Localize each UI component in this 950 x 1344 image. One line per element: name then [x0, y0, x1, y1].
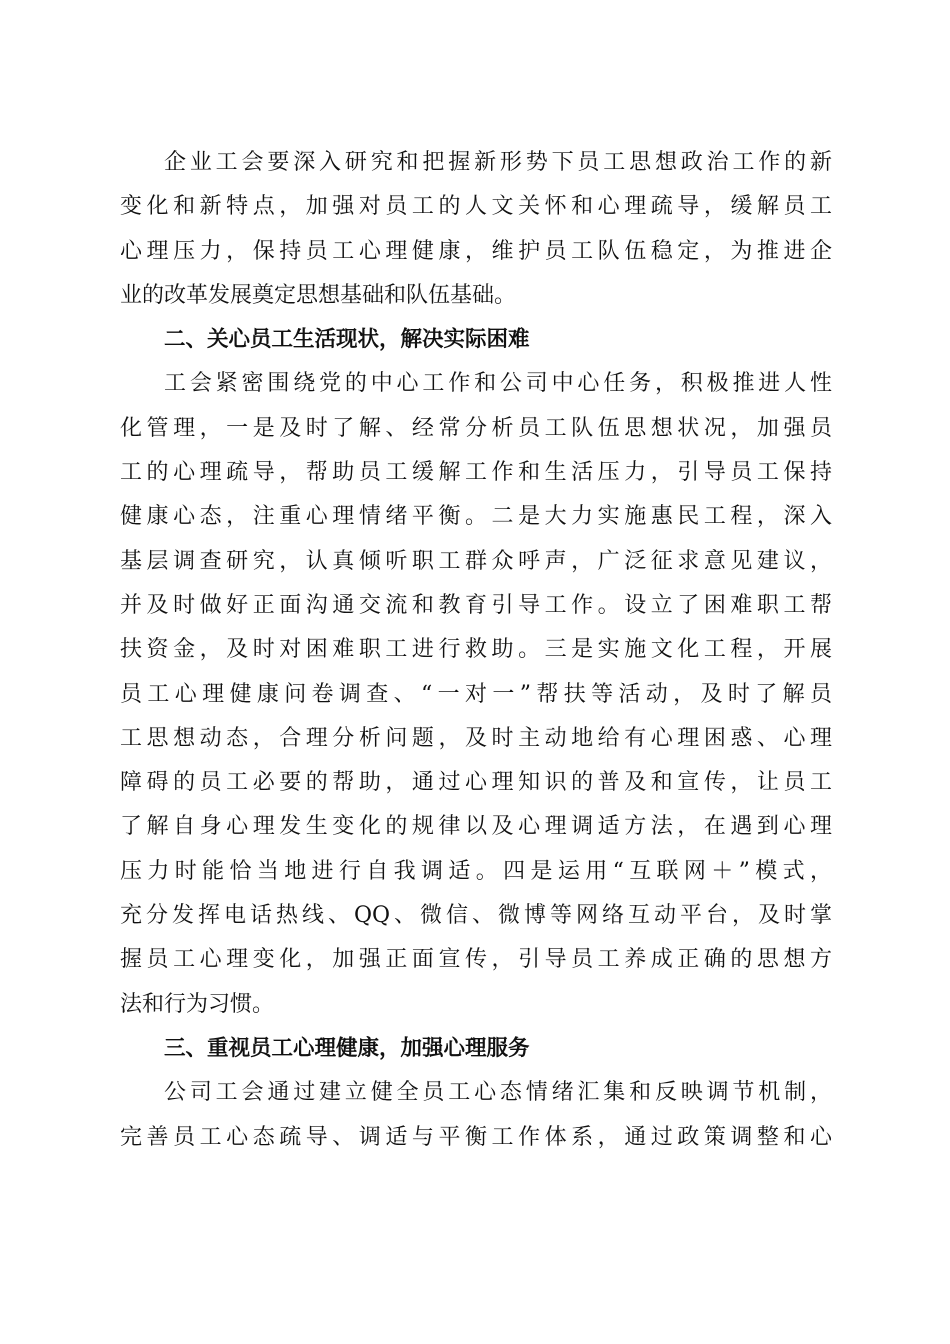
paragraph-line: 扶资金，及时对困难职工进行救助。三是实施文化工程，开展: [120, 637, 832, 663]
paragraph-line: 工会紧密围绕党的中心工作和公司中心任务，积极推进人性: [164, 371, 832, 397]
paragraph-line: 充分发挥电话热线、QQ、微信、微博等网络互动平台，及时掌: [120, 903, 832, 929]
paragraph-line: 工思想动态，合理分析问题，及时主动地给有心理困惑、心理: [120, 725, 832, 751]
paragraph-line: 化管理，一是及时了解、经常分析员工队伍思想状况，加强员: [120, 415, 832, 441]
paragraph-line: 基层调查研究，认真倾听职工群众呼声，广泛征求意见建议，: [120, 548, 832, 574]
paragraph-line: 并及时做好正面沟通交流和教育引导工作。设立了困难职工帮: [120, 592, 832, 618]
paragraph-section-3: [120, 1071, 832, 1160]
paragraph-section-2: [120, 362, 832, 1026]
paragraph-line: 握员工心理变化，加强正面宣传，引导员工养成正确的思想方: [120, 947, 832, 973]
section-heading-2: 二、关心员工生活现状，解决实际困难: [164, 327, 530, 353]
paragraph-line: 法和行为习惯。: [120, 991, 275, 1017]
paragraph-line: 健康心态，注重心理情绪平衡。二是大力实施惠民工程，深入: [120, 504, 832, 530]
paragraph-line: 完善员工心态疏导、调适与平衡工作体系，通过政策调整和心: [120, 1124, 832, 1150]
paragraph-line: 心理压力，保持员工心理健康，维护员工队伍稳定，为推进企: [120, 238, 832, 264]
paragraph-intro: [120, 141, 832, 318]
section-heading-3: 三、重视员工心理健康，加强心理服务: [164, 1035, 530, 1061]
paragraph-line: 员工心理健康问卷调查、“一对一”帮扶等活动，及时了解员: [120, 681, 832, 707]
paragraph-line: 变化和新特点，加强对员工的人文关怀和心理疏导，缓解员工: [120, 194, 832, 220]
paragraph-line: 障碍的员工必要的帮助，通过心理知识的普及和宣传，让员工: [120, 770, 832, 796]
paragraph-line: 公司工会通过建立健全员工心态情绪汇集和反映调节机制，: [164, 1080, 832, 1106]
document-body: [120, 141, 832, 1160]
paragraph-line: 企业工会要深入研究和把握新形势下员工思想政治工作的新: [164, 150, 832, 175]
paragraph-line: 工的心理疏导，帮助员工缓解工作和生活压力，引导员工保持: [120, 460, 832, 486]
paragraph-line: 业的改革发展奠定思想基础和队伍基础。: [120, 282, 517, 308]
paragraph-line: 压力时能恰当地进行自我调适。四是运用“互联网＋”模式，: [120, 858, 832, 884]
paragraph-line: 了解自身心理发生变化的规律以及心理调适方法，在遇到心理: [120, 814, 832, 840]
